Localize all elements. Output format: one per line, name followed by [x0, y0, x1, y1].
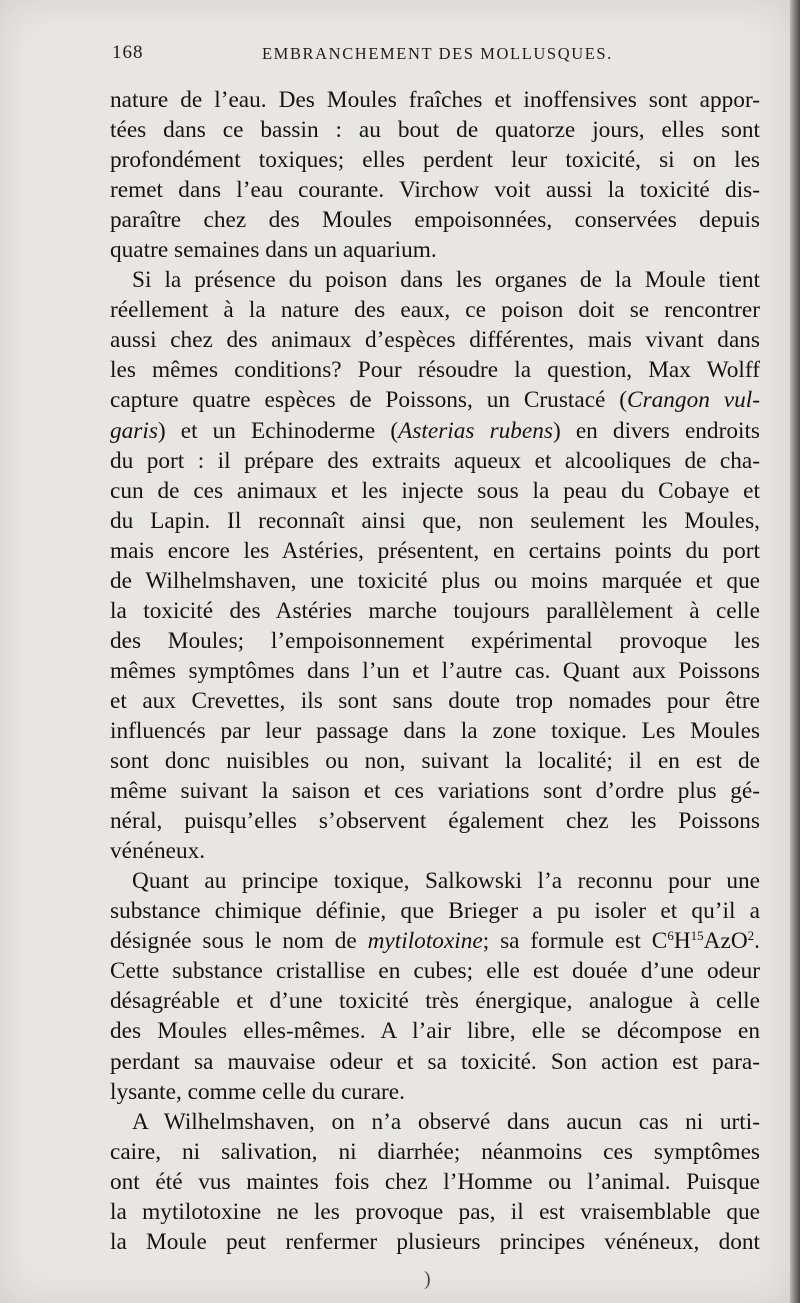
text-line: vénéneux.: [110, 838, 206, 865]
text-line: caire, ni salivation, ni diarrhée; néanmoins ces symptômes: [110, 1138, 760, 1165]
text-line: remet dans l’eau courante. Virchow voit aussi la toxicité dis-: [110, 177, 760, 204]
text-line: la toxicité des Astéries marche toujours parallèlement à celle: [110, 597, 760, 624]
text-line: substance chimique définie, que Brieger a pu isoler et qu’il a: [110, 898, 760, 925]
text-line: la Moule peut renfermer plusieurs principes vénéneux, dont: [110, 1228, 760, 1255]
text-line: Si la présence du poison dans les organes de la Moule tient: [132, 267, 760, 294]
text-line: A Wilhelmshaven, on n’a observé dans aucun cas ni urti-: [132, 1108, 760, 1135]
text-line: nature de l’eau. Des Moules fraîches et inoffensives sont appor-: [110, 87, 760, 113]
paragraph-2: [110, 265, 760, 866]
page-number: 168: [112, 42, 144, 63]
text-line: quatre semaines dans un aquarium.: [110, 237, 437, 264]
species-name-asterias: Asterias rubens: [398, 417, 553, 444]
paragraph-3: [110, 866, 760, 1106]
text-line: ont été vus maintes fois chez l’Homme ou l’animal. Puisque: [110, 1168, 760, 1195]
chemical-formula: $C^6H^{15}AzO^2$: [651, 928, 755, 955]
page-header: [112, 42, 772, 72]
paragraph-4: [110, 1107, 760, 1257]
text-line: et aux Crevettes, ils sont sans doute trop nomades pour être: [110, 687, 760, 714]
body-text: [110, 85, 760, 1257]
text-line: paraître chez des Moules empoisonnées, conservées depuis: [110, 207, 760, 234]
text-line: Cette substance cristallise en cubes; elle est douée d’une odeur: [110, 958, 760, 985]
page-edge-shadow: [790, 0, 800, 1303]
toxin-name: mytilotoxine: [367, 928, 483, 955]
species-name-crangon: Crangon vul-: [627, 387, 760, 414]
text-line: désagréable et d’une toxicité très énergique, analogue à celle: [110, 988, 760, 1015]
text-line: néral, puisqu’elles s’observent également chez les Poissons: [110, 808, 760, 835]
text-line: influencés par leur passage dans la zone toxique. Les Moules: [110, 717, 760, 744]
footer-mark: ): [424, 1268, 431, 1290]
text-line: tées dans ce bassin : au bout de quatorze jours, elles sont: [110, 117, 760, 144]
text-line: des Moules; l’empoisonnement expérimental provoque les: [110, 627, 760, 654]
paragraph-1: [110, 85, 760, 265]
text-line: Quant au principe toxique, Salkowski l’a reconnu pour une: [132, 868, 760, 895]
text-line: cun de ces animaux et les injecte sous la peau du Cobaye et: [110, 477, 760, 504]
running-title: EMBRANCHEMENT DES MOLLUSQUES.: [262, 44, 613, 63]
text-line: des Moules elles-mêmes. A l’air libre, elle se décompose en: [110, 1018, 760, 1045]
text-line-asterias: garis) et un Echinoderme (Asterias rubens) en divers endroits: [110, 417, 760, 444]
text-line-crangon: capture quatre espèces de Poissons, un Crustacé (Crangon vul-: [110, 387, 760, 414]
text-line: réellement à la nature des eaux, ce poison doit se rencontrer: [110, 297, 760, 324]
text-line: mais encore les Astéries, présentent, en certains points du port: [110, 537, 760, 564]
text-line: perdant sa mauvaise odeur et sa toxicité. Son action est para-: [110, 1048, 760, 1075]
text-line: la mytilotoxine ne les provoque pas, il est vraisemblable que: [110, 1198, 760, 1225]
text-line: du Lapin. Il reconnaît ainsi que, non seulement les Moules,: [110, 507, 760, 534]
text-line: lysante, comme celle du curare.: [110, 1078, 405, 1105]
text-line: de Wilhelmshaven, une toxicité plus ou moins marquée et que: [110, 567, 760, 594]
text-line: même suivant la saison et ces variations sont d’ordre plus gé-: [110, 778, 760, 805]
text-line: mêmes symptômes dans l’un et l’autre cas. Quant aux Poissons: [110, 657, 760, 684]
text-line: les mêmes conditions? Pour résoudre la question, Max Wolff: [110, 357, 760, 384]
text-line: aussi chez des animaux d’espèces différentes, mais vivant dans: [110, 327, 760, 354]
text-line: sont donc nuisibles ou non, suivant la localité; il en est de: [110, 748, 760, 775]
text-line: profondément toxiques; elles perdent leur toxicité, si on les: [110, 147, 760, 174]
species-name-crangon-cont: garis: [110, 417, 158, 444]
text-line: du port : il prépare des extraits aqueux et alcooliques de cha-: [110, 447, 760, 474]
text-line-formula: désignée sous le nom de mytilotoxine; sa formule est $C^6H^{15}AzO^2$.: [110, 928, 760, 955]
